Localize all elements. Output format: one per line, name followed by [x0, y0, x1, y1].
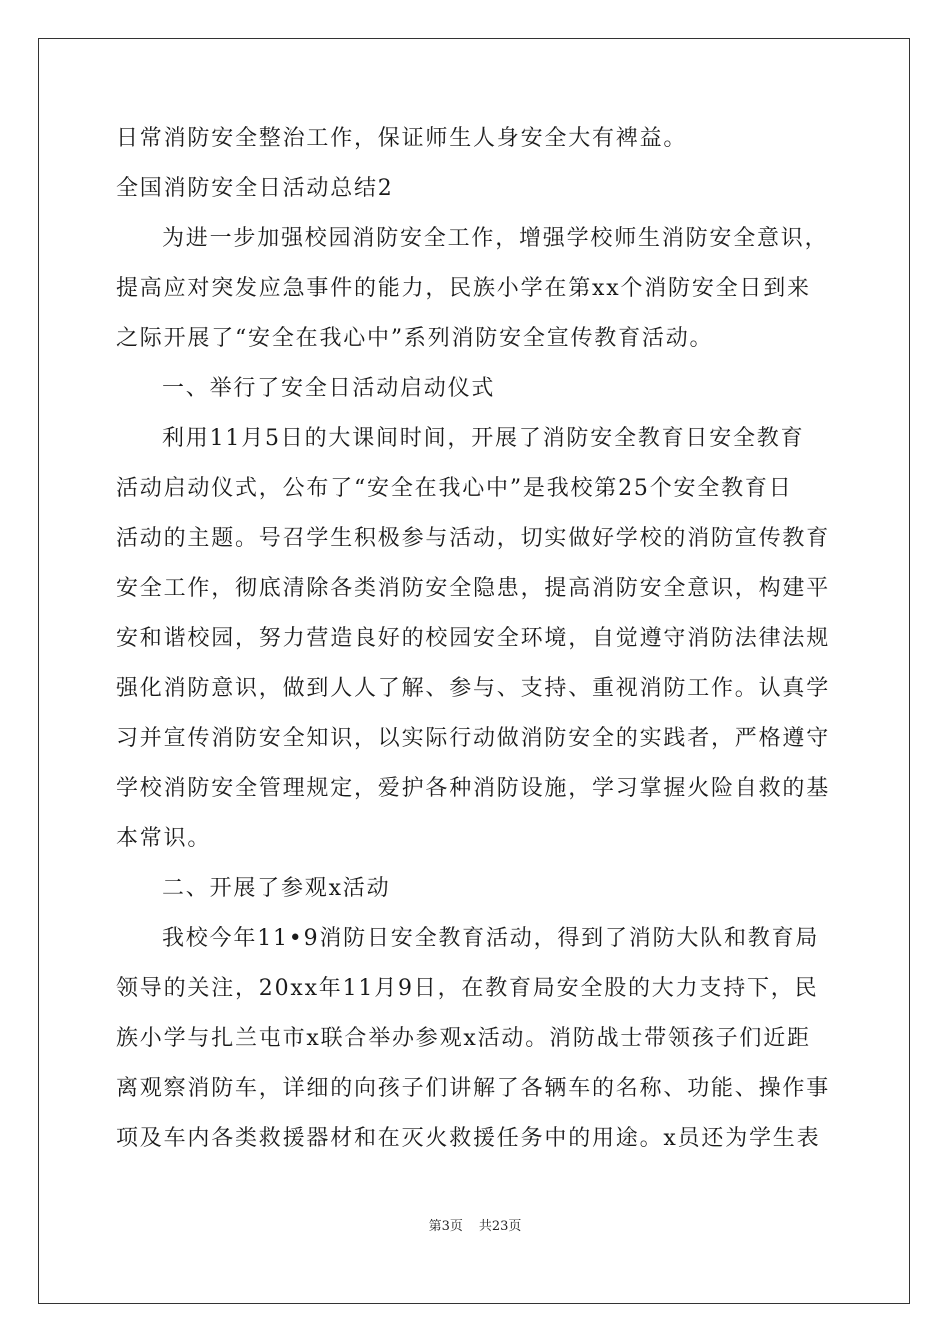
text-line: 活动的主题。号召学生积极参与活动，切实做好学校的消防宣传教育	[116, 526, 831, 551]
text-line: 族小学与扎兰屯市x联合举办参观x活动。消防战士带领孩子们近距	[116, 1026, 811, 1051]
text-line: 利用11月5日的大课间时间，开展了消防安全教育日安全教育	[162, 426, 805, 451]
text-line: 习并宣传消防安全知识，以实际行动做消防安全的实践者，严格遵守	[116, 726, 831, 751]
text-line: 提高应对突发应急事件的能力，民族小学在第xx个消防安全日到来	[116, 276, 811, 301]
page-number: 第3页	[428, 1219, 463, 1234]
text-line: 离观察消防车，详细的向孩子们讲解了各辆车的名称、功能、操作事	[116, 1076, 831, 1101]
text-line: 我校今年11•9消防日安全教育活动，得到了消防大队和教育局	[162, 926, 820, 951]
text-line: 之际开展了“安全在我心中”系列消防安全宣传教育活动。	[116, 326, 714, 351]
section-title: 全国消防安全日活动总结2	[116, 176, 394, 201]
text-line: 安全工作，彻底清除各类消防安全隐患，提高消防安全意识，构建平	[116, 576, 831, 601]
subheading: 一、举行了安全日活动启动仪式	[162, 376, 496, 401]
text-line: 活动启动仪式，公布了“安全在我心中”是我校第25个安全教育日	[116, 476, 793, 501]
page-total: 共23页	[478, 1219, 522, 1234]
text-line: 安和谐校园，努力营造良好的校园安全环境，自觉遵守消防法律法规	[116, 626, 831, 651]
text-line: 为进一步加强校园消防安全工作，增强学校师生消防安全意识，	[162, 226, 829, 251]
text-line: 日常消防安全整治工作，保证师生人身安全大有裨益。	[116, 126, 688, 151]
subheading: 二、开展了参观x活动	[162, 876, 391, 901]
text-line: 项及车内各类救援器材和在灭火救援任务中的用途。x员还为学生表	[116, 1126, 821, 1151]
text-line: 领导的关注，20xx年11月9日，在教育局安全股的大力支持下，民	[116, 976, 819, 1001]
text-line: 本常识。	[116, 826, 212, 851]
text-line: 强化消防意识，做到人人了解、参与、支持、重视消防工作。认真学	[116, 676, 831, 701]
page-footer	[0, 1218, 950, 1236]
text-line: 学校消防安全管理规定，爱护各种消防设施，学习掌握火险自救的基	[116, 776, 831, 801]
